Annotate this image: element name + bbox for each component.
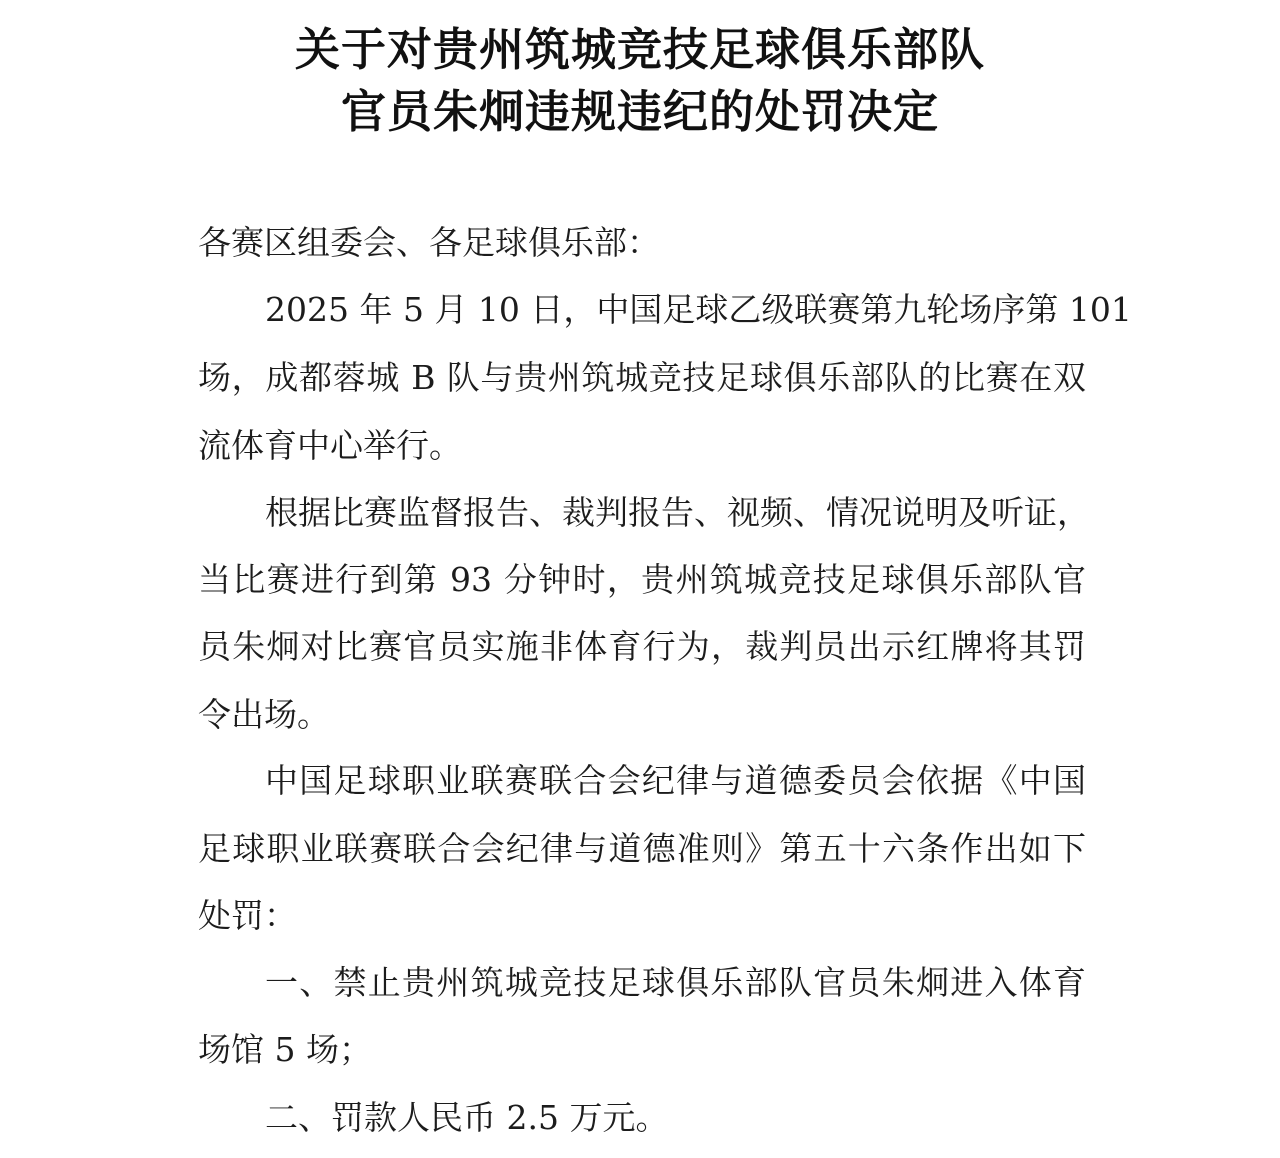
paragraph-2-line-2: 当比赛进行到第 93 分钟时，贵州筑城竞技足球俱乐部队官	[198, 560, 1086, 599]
document-title-line-2: 官员朱炯违规违纪的处罚决定	[340, 85, 939, 138]
salutation: 各赛区组委会、各足球俱乐部：	[198, 223, 660, 262]
paragraph-3-line-1: 中国足球职业联赛联合会纪律与道德委员会依据《中国	[265, 761, 1086, 800]
paragraph-1-line-3: 流体育中心举行。	[198, 426, 462, 465]
penalty-2-line-1: 二、罚款人民币 2.5 万元。	[265, 1098, 669, 1137]
paragraph-1-line-1: 2025 年 5 月 10 日，中国足球乙级联赛第九轮场序第 101	[265, 290, 1132, 329]
paragraph-2-line-1: 根据比赛监督报告、裁判报告、视频、情况说明及听证，	[265, 493, 1090, 532]
paragraph-2-line-4: 令出场。	[198, 695, 330, 734]
paragraph-1-line-2: 场，成都蓉城 B 队与贵州筑城竞技足球俱乐部队的比赛在双	[198, 358, 1086, 397]
paragraph-2-line-3: 员朱炯对比赛官员实施非体育行为，裁判员出示红牌将其罚	[198, 627, 1086, 666]
paragraph-3-line-2: 足球职业联赛联合会纪律与道德准则》第五十六条作出如下	[198, 829, 1086, 868]
document-title-line-1: 关于对贵州筑城竞技足球俱乐部队	[294, 23, 985, 76]
penalty-1-line-2: 场馆 5 场；	[198, 1030, 372, 1069]
paragraph-3-line-3: 处罚：	[198, 896, 297, 935]
penalty-1-line-1: 一、禁止贵州筑城竞技足球俱乐部队官员朱炯进入体育	[265, 963, 1086, 1002]
